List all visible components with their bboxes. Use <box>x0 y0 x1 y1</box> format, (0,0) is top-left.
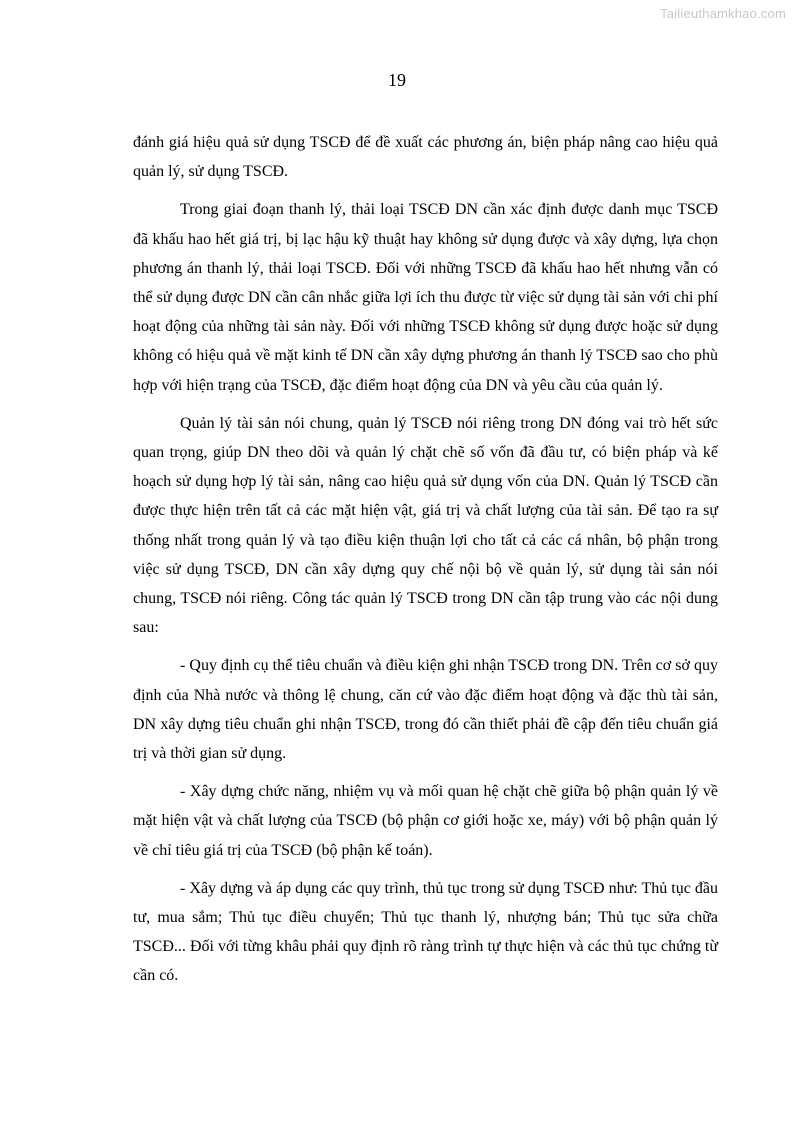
list-item-procedures: - Xây dựng và áp dụng các quy trình, thủ tục trong sử dụng TSCĐ như: Thủ tục đầu tư, mua sắm; Thủ tục điều chuyển; Thủ tục thanh lý, nhượng bán; Thủ tục sửa chữa TSCĐ... Đối với từng khâu phải quy định rõ ràng trình tự thực hiện và các thủ tục chứng từ cần có. <box>133 879 718 985</box>
paragraph-asset-management: Quản lý tài sản nói chung, quản lý TSCĐ nói riêng trong DN đóng vai trò hết sức quan trọng, giúp DN theo dõi và quản lý chặt chẽ số vốn đã đầu tư, có biện pháp và kế hoạch sử dụng hợp lý tài sản, nâng cao hiệu quả sử dụng vốn của DN. Quản lý TSCĐ cần được thực hiện trên tất cả các mặt hiện vật, giá trị và chất lượng của tài sản. Để tạo ra sự thống nhất trong quản lý và tạo điều kiện thuận lợi cho tất cả các cá nhân, bộ phận trong việc sử dụng TSCĐ, DN cần xây dựng quy chế nội bộ về quản lý, sử dụng tài sản nói chung, TSCĐ nói riêng. Công tác quản lý TSCĐ trong DN cần tập trung vào các nội dung sau: <box>133 414 718 637</box>
page-number: 19 <box>388 70 406 90</box>
watermark-text: Tailieuthamkhao.com <box>660 6 786 21</box>
list-item-department-roles: - Xây dựng chức năng, nhiệm vụ và mối quan hệ chặt chẽ giữa bộ phận quản lý về mặt hiện vật và chất lượng của TSCĐ (bộ phận cơ giới hoặc xe, máy) với bộ phận quản lý về chỉ tiêu giá trị của TSCĐ (bộ phận kế toán). <box>133 783 718 859</box>
document-body <box>133 128 718 1000</box>
paragraph-liquidation: Trong giai đoạn thanh lý, thải loại TSCĐ DN cần xác định được danh mục TSCĐ đã khấu hao hết giá trị, bị lạc hậu kỹ thuật hay không sử dụng được và xây dựng, lựa chọn phương án thanh lý, thải loại TSCĐ. Đối với những TSCĐ đã khấu hao hết nhưng vẫn có thể sử dụng được DN cần cân nhắc giữa lợi ích thu được từ việc sử dụng tài sản với chi phí hoạt động của những tài sản này. Đối với những TSCĐ không sử dụng được hoặc sử dụng không có hiệu quả về mặt kinh tế DN cần xây dựng phương án thanh lý TSCĐ sao cho phù hợp với hiện trạng của TSCĐ, đặc điểm hoạt động của DN và yêu cầu của quản lý. <box>133 201 718 394</box>
paragraph-continuation: đánh giá hiệu quả sử dụng TSCĐ để đề xuất các phương án, biện pháp nâng cao hiệu quả quản lý, sử dụng TSCĐ. <box>133 134 718 181</box>
list-item-recognition-criteria: - Quy định cụ thể tiêu chuẩn và điều kiện ghi nhận TSCĐ trong DN. Trên cơ sở quy định của Nhà nước và thông lệ chung, căn cứ vào đặc điểm hoạt động và đặc thù tài sản, DN xây dựng tiêu chuẩn ghi nhận TSCĐ, trong đó cần thiết phải đề cập đến tiêu chuẩn giá trị và thời gian sử dụng. <box>133 657 718 763</box>
